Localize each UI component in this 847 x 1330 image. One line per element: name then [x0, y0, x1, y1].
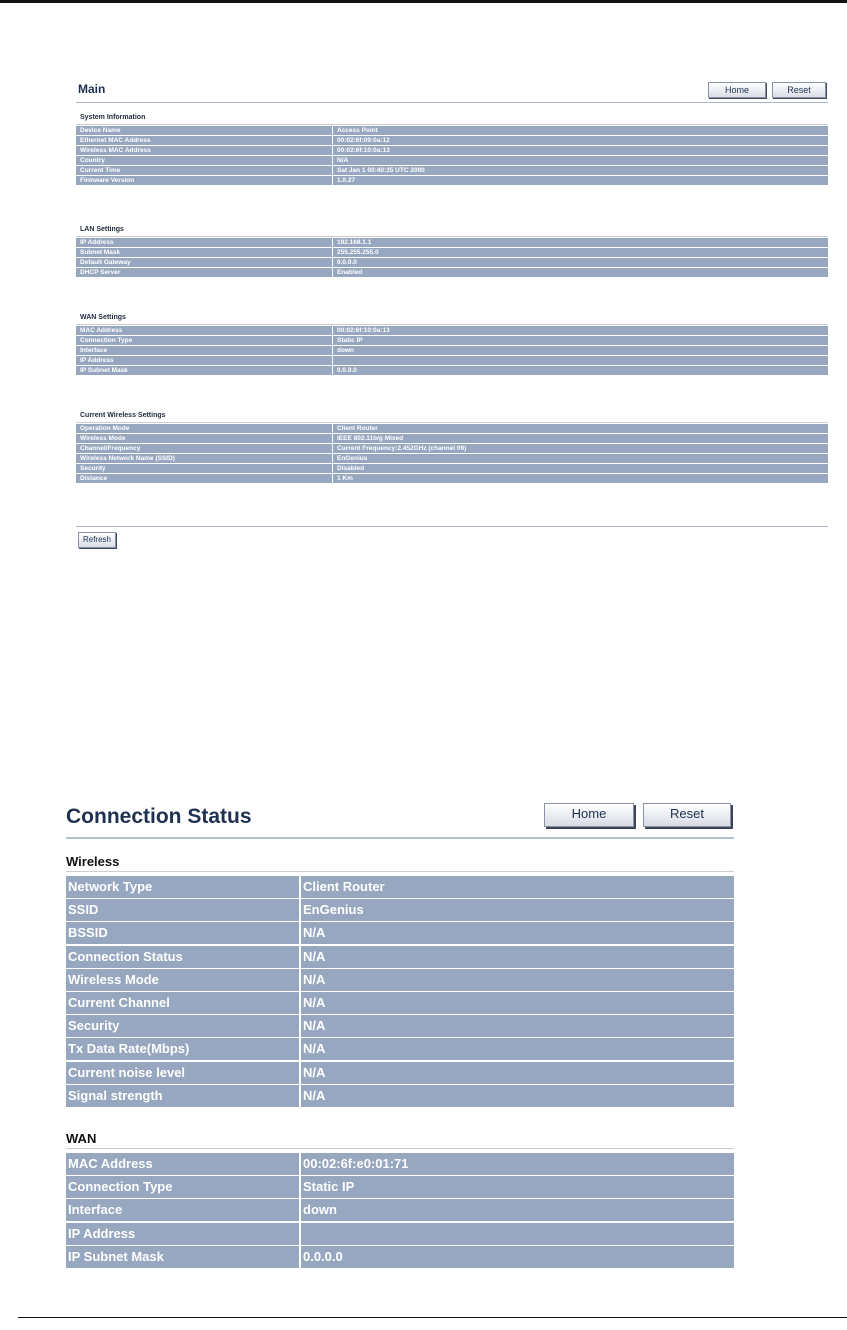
- row-label: BSSID: [66, 922, 299, 944]
- row-value: Client Router: [301, 876, 734, 898]
- row-value: Client Router: [333, 424, 828, 433]
- row-label: IP Address: [66, 1223, 299, 1245]
- row-label: Connection Type: [76, 336, 332, 345]
- table-row: [66, 876, 734, 898]
- table-row: [76, 356, 828, 365]
- section-heading: System Information: [76, 112, 828, 125]
- row-value: down: [301, 1199, 734, 1221]
- table-row: [76, 474, 828, 483]
- row-value: N/A: [301, 1062, 734, 1084]
- row-value: N/A: [301, 969, 734, 991]
- section-heading: WAN Settings: [76, 312, 828, 325]
- table-row: [76, 248, 828, 257]
- row-label: Security: [76, 464, 332, 473]
- row-value: Access Point: [333, 126, 828, 135]
- row-value: 0.0.0.0: [301, 1246, 734, 1268]
- row-label: Security: [66, 1015, 299, 1037]
- refresh-button[interactable]: Refresh: [78, 532, 116, 548]
- table-row: [76, 454, 828, 463]
- row-label: Operation Mode: [76, 424, 332, 433]
- row-value: N/A: [301, 922, 734, 944]
- row-label: IP Address: [76, 356, 332, 365]
- row-label: Current noise level: [66, 1062, 299, 1084]
- table-row: [66, 1246, 734, 1268]
- connection-status-panel: [66, 800, 736, 1280]
- row-value: IEEE 802.11b/g Mixed: [333, 434, 828, 443]
- row-value: N/A: [301, 946, 734, 968]
- table-row: [76, 464, 828, 473]
- row-value: 00:02:6f:10:0a:13: [333, 326, 828, 335]
- row-value: N/A: [301, 1015, 734, 1037]
- row-label: Current Channel: [66, 992, 299, 1014]
- table-row: [76, 176, 828, 185]
- table-row: [76, 258, 828, 267]
- table-row: [76, 156, 828, 165]
- row-label: MAC Address: [66, 1153, 299, 1175]
- main-page-title: Main: [78, 82, 106, 96]
- table-row: [76, 326, 828, 335]
- row-label: DHCP Server: [76, 268, 332, 277]
- table-row: [76, 336, 828, 345]
- table-row: [76, 346, 828, 355]
- row-value: Static IP: [301, 1176, 734, 1198]
- row-value: [333, 356, 828, 365]
- table-row: [66, 899, 734, 921]
- page-bottom-rule: [18, 1317, 847, 1318]
- table-row: [66, 1062, 734, 1084]
- row-label: IP Subnet Mask: [66, 1246, 299, 1268]
- row-value: N/A: [301, 992, 734, 1014]
- row-value: 00:02:6f:10:0a:13: [333, 146, 828, 155]
- row-value: 1 Km: [333, 474, 828, 483]
- row-label: MAC Address: [76, 326, 332, 335]
- row-label: Interface: [66, 1199, 299, 1221]
- main-section-system-information: [76, 112, 828, 185]
- row-value: N/A: [301, 1038, 734, 1060]
- table-row: [66, 1223, 734, 1245]
- row-value: Sat Jan 1 00:40:35 UTC 2000: [333, 166, 828, 175]
- row-label: Firmware Version: [76, 176, 332, 185]
- table-row: [76, 146, 828, 155]
- status-home-button[interactable]: Home: [544, 803, 634, 827]
- row-value: 00:02:6f:09:0a:12: [333, 136, 828, 145]
- section-heading: LAN Settings: [76, 224, 828, 237]
- row-label: IP Subnet Mask: [76, 366, 332, 375]
- section-heading: WAN: [66, 1129, 734, 1149]
- table-row: [66, 1085, 734, 1107]
- table-row: [66, 1153, 734, 1175]
- row-label: Channel/Frequency: [76, 444, 332, 453]
- table-row: [76, 444, 828, 453]
- main-reset-button[interactable]: Reset: [772, 82, 826, 98]
- main-home-button[interactable]: Home: [708, 82, 766, 98]
- row-label: Wireless Network Name (SSID): [76, 454, 332, 463]
- row-value: 0.0.0.0: [333, 258, 828, 267]
- table-row: [66, 1176, 734, 1198]
- table-row: [66, 969, 734, 991]
- main-bottom-divider: [76, 526, 828, 527]
- row-label: Country: [76, 156, 332, 165]
- row-label: Current Time: [76, 166, 332, 175]
- row-label: Ethernet MAC Address: [76, 136, 332, 145]
- status-section-wireless: [66, 852, 734, 1107]
- row-label: Network Type: [66, 876, 299, 898]
- row-label: Default Gateway: [76, 258, 332, 267]
- section-heading: Current Wireless Settings: [76, 410, 828, 423]
- row-label: Device Name: [76, 126, 332, 135]
- table-row: [76, 166, 828, 175]
- main-section-wan-settings: [76, 312, 828, 375]
- status-title-divider: [66, 837, 734, 839]
- table-row: [76, 434, 828, 443]
- row-label: Connection Status: [66, 946, 299, 968]
- row-label: Wireless MAC Address: [76, 146, 332, 155]
- row-label: Interface: [76, 346, 332, 355]
- main-section-lan-settings: [76, 224, 828, 277]
- table-row: [76, 238, 828, 247]
- row-value: 1.0.27: [333, 176, 828, 185]
- row-label: Distance: [76, 474, 332, 483]
- table-row: [66, 946, 734, 968]
- row-value: EnGenius: [301, 899, 734, 921]
- row-label: Wireless Mode: [76, 434, 332, 443]
- row-value: N/A: [333, 156, 828, 165]
- row-value: N/A: [301, 1085, 734, 1107]
- table-row: [76, 136, 828, 145]
- row-value: down: [333, 346, 828, 355]
- table-row: [66, 1199, 734, 1221]
- table-row: [66, 1015, 734, 1037]
- row-label: Wireless Mode: [66, 969, 299, 991]
- main-title-divider: [76, 102, 828, 103]
- row-label: IP Address: [76, 238, 332, 247]
- row-value: 00:02:6f:e0:01:71: [301, 1153, 734, 1175]
- table-row: [76, 366, 828, 375]
- row-value: Disabled: [333, 464, 828, 473]
- row-value: [301, 1223, 734, 1245]
- main-section-current-wireless-settings: [76, 410, 828, 483]
- row-label: SSID: [66, 899, 299, 921]
- table-row: [76, 424, 828, 433]
- row-value: EnGenius: [333, 454, 828, 463]
- row-value: 192.168.1.1: [333, 238, 828, 247]
- row-value: Enabled: [333, 268, 828, 277]
- row-label: Tx Data Rate(Mbps): [66, 1038, 299, 1060]
- row-value: 0.0.0.0: [333, 366, 828, 375]
- status-reset-button[interactable]: Reset: [643, 803, 731, 827]
- table-row: [76, 268, 828, 277]
- row-label: Subnet Mask: [76, 248, 332, 257]
- connection-status-title: Connection Status: [66, 805, 252, 828]
- main-status-panel: [76, 74, 830, 564]
- table-row: [76, 126, 828, 135]
- row-value: Current Frequency:2.452GHz (channel 09): [333, 444, 828, 453]
- row-value: Static IP: [333, 336, 828, 345]
- section-heading: Wireless: [66, 852, 734, 872]
- page-top-rule: [0, 0, 847, 3]
- table-row: [66, 1038, 734, 1060]
- row-value: 255.255.255.0: [333, 248, 828, 257]
- row-label: Connection Type: [66, 1176, 299, 1198]
- table-row: [66, 922, 734, 944]
- status-section-wan: [66, 1129, 734, 1268]
- table-row: [66, 992, 734, 1014]
- row-label: Signal strength: [66, 1085, 299, 1107]
